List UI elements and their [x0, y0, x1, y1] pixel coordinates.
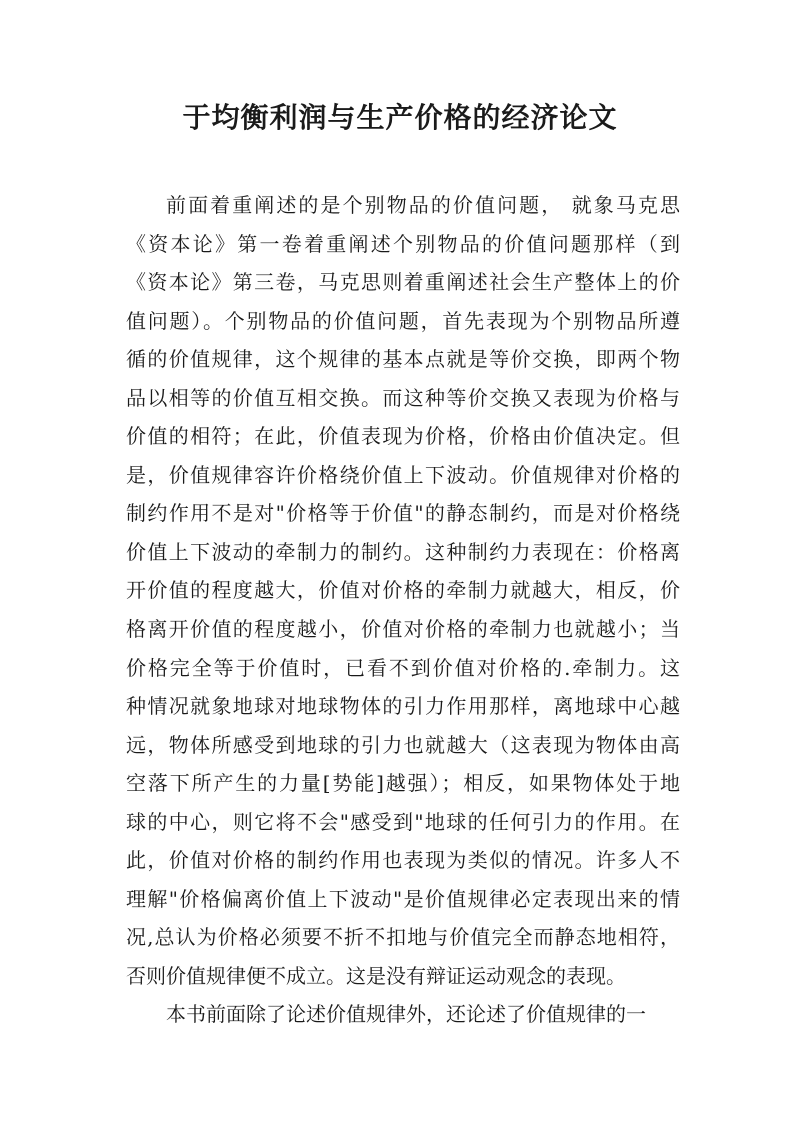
text-line: 本书前面除了论述价值规律外，还论述了价值规律的一	[166, 1002, 646, 1027]
text-line: 空落下所产生的力量[势能]越强）；相反，如果物体处于地	[126, 771, 680, 796]
text-line: 球的中心，则它将不会"感受到"地球的任何引力的作用。在	[126, 809, 680, 834]
text-line: 《资本论》第三卷，马克思则着重阐述社会生产整体上的价	[126, 270, 680, 295]
text-line: 格离开价值的程度越小，价值对价格的牵制力也就越小；当	[126, 617, 680, 642]
document-title: 于均衡利润与生产价格的经济论文	[182, 101, 618, 134]
text-line: 况,总认为价格必须要不折不扣地与价值完全而静态地相符，	[126, 925, 680, 950]
text-line: 价值上下波动的牵制力的制约。这种制约力表现在：价格离	[126, 539, 680, 564]
text-line: 远，物体所感受到地球的引力也就越大（这表现为物体由高	[126, 732, 680, 757]
text-line: 价值的相符；在此，价值表现为价格，价格由价值决定。但	[126, 424, 680, 449]
text-line: 开价值的程度越大，价值对价格的牵制力就越大，相反，价	[126, 578, 680, 603]
text-line: 理解"价格偏离价值上下波动"是价值规律必定表现出来的情	[126, 886, 680, 911]
body-text	[126, 186, 680, 1034]
text-line: 此，价值对价格的制约作用也表现为类似的情况。许多人不	[126, 848, 680, 873]
text-line: 《资本论》第一卷着重阐述个别物品的价值问题那样（到	[126, 231, 680, 256]
text-line: 制约作用不是对"价格等于价值"的静态制约，而是对价格绕	[126, 501, 680, 526]
text-line: 否则价值规律便不成立。这是没有辩证运动观念的表现。	[126, 963, 626, 988]
text-line: 值问题）。个别物品的价值问题，首先表现为个别物品所遵	[126, 308, 680, 333]
text-line: 价格完全等于价值时，已看不到价值对价格的.牵制力。这	[126, 655, 680, 680]
text-line: 前面着重阐述的是个别物品的价值问题， 就象马克思	[166, 193, 680, 217]
text-line: 是，价值规律容许价格绕价值上下波动。价值规律对价格的	[126, 462, 680, 487]
text-line: 循的价值规律，这个规律的基本点就是等价交换，即两个物	[126, 347, 680, 372]
text-line: 品以相等的价值互相交换。而这种等价交换又表现为价格与	[126, 385, 680, 410]
text-line: 种情况就象地球对地球物体的引力作用那样，离地球中心越	[126, 694, 680, 719]
